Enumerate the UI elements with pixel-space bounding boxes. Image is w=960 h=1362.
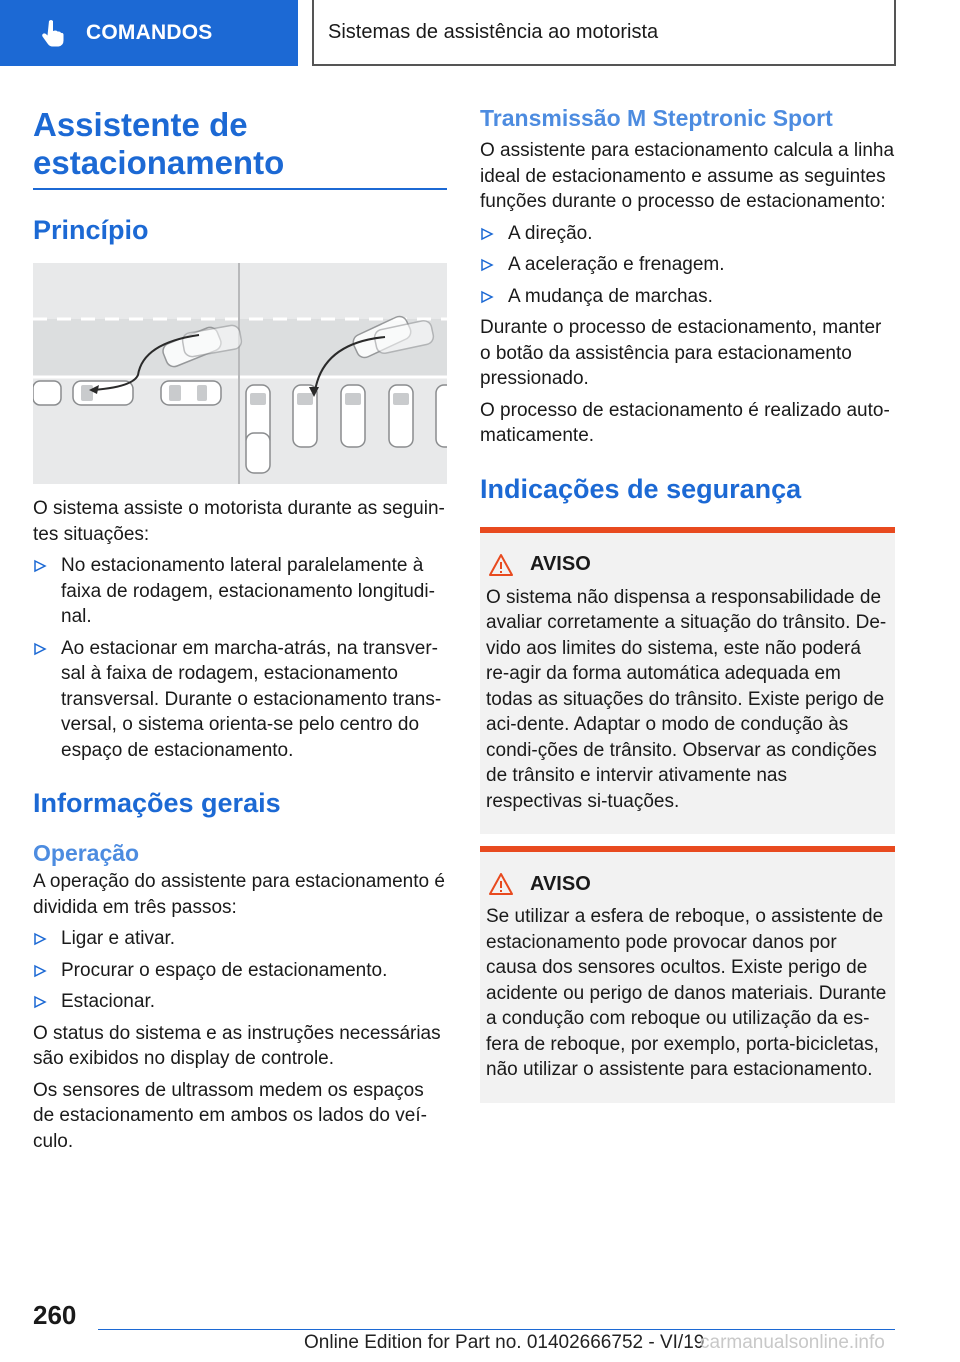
footer-divider [98,1329,895,1330]
left-column [33,100,447,1154]
heading-operacao: Operação [33,840,140,866]
situations-list [33,553,447,763]
situation-text: No estacionamento lateral paralelamente à faixa de rodagem, estacionamento longitudi-nal. [61,555,435,627]
bullet-triangle-icon [33,559,47,573]
chapter-tab[interactable] [0,0,298,66]
list-item [33,926,447,952]
heading-informacoes-gerais: Informações gerais [33,788,281,818]
list-item [33,636,447,764]
function-text: A aceleração e frenagem. [508,254,725,275]
function-text: A direção. [508,222,593,244]
function-text: A mudança de marchas. [508,285,713,307]
list-item [480,252,895,278]
right-column [480,100,895,1103]
warning-text: O sistema não dispensa a responsabilidade de avaliar corretamente a situação do trânsito. De-vido aos limites do sistema, este não poderá re-agir da forma automática adequada em todas as situações do trânsito. Existe perigo de aci-dente. Adaptar o modo de condução às condi-ções de trânsito. Observar as condições de trânsito e intervir ativamente nas respectivas si-tuações. [486,586,887,812]
heading-transmissao: Transmissão M Steptronic Sport [480,105,833,131]
situation-text: Ao estacionar em marcha-atrás, na transver-sal à faixa de rodagem, estacionamento transversal. Durante o estacionamento trans-versal, o sistema orienta-se pelo centro do espaço de estacionamento. [61,637,442,761]
warning-triangle-icon [488,553,514,577]
steps-list [33,926,447,1015]
warning-text: Se utilizar a esfera de reboque, o assistente de estacionamento pode provocar danos por causa dos sensores ocultos. Existe perigo de acidente ou perigo de danos materiais. Durante a condução com reboque ou utilização da es-fera de reboque, por exemplo, porta-bicicletas, não utilizar o assistente para estacionamento. [486,906,887,1080]
step-text: Estacionar. [61,991,155,1012]
transmissao-intro: O assistente para estacionamento calcula a linha ideal de estacionamento e assume as seguintes funções durante o processo de estacionamento: [480,140,895,212]
auto-paragraph: O processo de estacionamento é realizado auto-maticamente. [480,399,890,446]
hold-paragraph: Durante o processo de estacionamento, manter o botão da assistência para estacionamento pressionado. [480,317,882,389]
hand-pointer-icon [40,19,66,47]
list-item [33,553,447,630]
step-text: Procurar o espaço de estacionamento. [61,959,388,981]
warning-header [480,852,895,896]
footer-watermark: carmanualsonline.info [700,1332,885,1353]
step-text: Ligar e ativar. [61,928,176,949]
warning-box [480,527,895,835]
warning-label: AVISO [530,553,591,575]
page-number: 260 [33,1300,77,1330]
warning-header [480,533,895,577]
title-divider [33,188,447,190]
chapter-tab-label: COMANDOS [86,21,213,44]
footer-edition: Online Edition for Part no. 01402666752 - VI/19 [304,1332,705,1353]
warning-triangle-icon [488,872,514,896]
heading-principio: Princípio [33,215,149,245]
bullet-triangle-icon [33,932,47,946]
parking-diagram [33,263,447,484]
bullet-triangle-icon [33,642,47,656]
bullet-triangle-icon [480,290,494,304]
bullet-triangle-icon [480,258,494,272]
sensors-paragraph: Os sensores de ultrassom medem os espaços de estacionamento em ambos os lados do veí-culo. [33,1079,427,1152]
section-title: Sistemas de assistência ao motorista [328,20,659,43]
bullet-triangle-icon [480,227,494,241]
parking-illustration [33,263,447,484]
list-item [33,958,447,984]
warning-box [480,846,895,1103]
operacao-intro: A operação do assistente para estacionamento é dividida em três passos: [33,871,445,918]
warning-label: AVISO [530,872,591,895]
bullet-triangle-icon [33,995,47,1009]
functions-list [480,221,895,310]
list-item [480,221,895,247]
bullet-triangle-icon [33,964,47,978]
status-paragraph: O status do sistema e as instruções necessárias são exibidos no display de controle. [33,1022,441,1069]
page-header [0,0,960,66]
list-item [480,284,895,310]
heading-seguranca: Indicações de segurança [480,473,802,504]
page-title: Assistente de estacionamento [33,106,285,181]
intro-paragraph: O sistema assiste o motorista durante as seguin-tes situações: [33,498,445,545]
section-tab [312,0,896,66]
list-item [33,989,447,1015]
